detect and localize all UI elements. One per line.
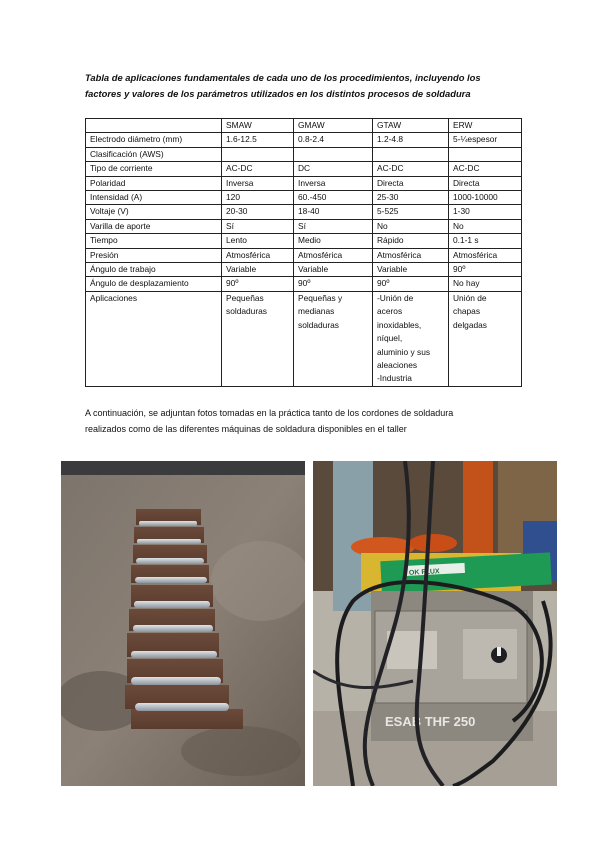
- paragraph-line-2: realizados como de las diferentes máquinas de soldadura disponibles en el taller: [85, 424, 407, 434]
- table-row: [86, 205, 522, 219]
- header-cell: [86, 119, 222, 133]
- table-row: [86, 191, 522, 205]
- table-cell: Lento: [222, 234, 294, 248]
- table-cell: AC-DC: [373, 162, 449, 176]
- table-cell: Sí: [222, 219, 294, 233]
- table-row: [86, 291, 522, 386]
- table-header-row: [86, 119, 522, 133]
- table-cell: No: [449, 219, 522, 233]
- table-cell: AC-DC: [449, 162, 522, 176]
- table-cell: Atmosférica: [222, 248, 294, 262]
- table-cell: DC: [294, 162, 373, 176]
- row-label-cell: Voltaje (V): [86, 205, 222, 219]
- table-row: [86, 147, 522, 161]
- table-cell: 20-30: [222, 205, 294, 219]
- table-cell: [449, 147, 522, 161]
- caption-line-2: factores y valores de los parámetros utilizados en los distintos procesos de soldadura: [85, 88, 471, 99]
- table-cell: 5-525: [373, 205, 449, 219]
- table-cell: 90º: [373, 277, 449, 291]
- row-label-cell: Polaridad: [86, 176, 222, 190]
- table-cell: No hay: [449, 277, 522, 291]
- row-label-cell: Varilla de aporte: [86, 219, 222, 233]
- table-row: [86, 176, 522, 190]
- table-cell: 1000-10000: [449, 191, 522, 205]
- row-label-cell: Aplicaciones: [86, 291, 222, 386]
- table-row: [86, 277, 522, 291]
- row-label-cell: Tipo de corriente: [86, 162, 222, 176]
- weld-beads-photo: [61, 461, 305, 786]
- table-row: [86, 133, 522, 147]
- table-cell: [294, 147, 373, 161]
- table-cell: 0.1-1 s: [449, 234, 522, 248]
- table-cell: 90º: [449, 263, 522, 277]
- table-cell: 1-30: [449, 205, 522, 219]
- row-label-cell: Clasificación (AWS): [86, 147, 222, 161]
- table-cell: Medio: [294, 234, 373, 248]
- table-cell: AC-DC: [222, 162, 294, 176]
- table-cell: Pequeñas soldaduras: [222, 291, 294, 386]
- caption-line-1: Tabla de aplicaciones fundamentales de cada uno de los procedimientos, incluyendo los: [85, 72, 481, 83]
- table-cell: 5-¼espesor: [449, 133, 522, 147]
- table-cell: Variable: [294, 263, 373, 277]
- table-cell: Directa: [449, 176, 522, 190]
- table-cell: Inversa: [294, 176, 373, 190]
- table-row: [86, 234, 522, 248]
- table-cell: -Unión de aceros inoxidables, níquel, aluminio y sus aleaciones -Industria: [373, 291, 449, 386]
- table-cell: Pequeñas y medianas soldaduras: [294, 291, 373, 386]
- table-row: [86, 263, 522, 277]
- table-cell: 18-40: [294, 205, 373, 219]
- table-row: [86, 162, 522, 176]
- table-cell: 1.6-12.5: [222, 133, 294, 147]
- photos-intro-paragraph: [85, 405, 525, 437]
- machine-brand-label: ESAB THF 250: [385, 714, 476, 729]
- table-caption: [85, 70, 515, 102]
- table-cell: Sí: [294, 219, 373, 233]
- table-cell: Atmosférica: [449, 248, 522, 262]
- welding-machine-photo: [313, 461, 557, 786]
- table-cell: 60.-450: [294, 191, 373, 205]
- table-cell: Atmosférica: [294, 248, 373, 262]
- table-cell: Inversa: [222, 176, 294, 190]
- header-cell: GMAW: [294, 119, 373, 133]
- table-cell: 1.2-4.8: [373, 133, 449, 147]
- header-cell: SMAW: [222, 119, 294, 133]
- table-cell: 25-30: [373, 191, 449, 205]
- table-cell: [373, 147, 449, 161]
- table-row: [86, 248, 522, 262]
- table-cell: Variable: [222, 263, 294, 277]
- table-cell: [222, 147, 294, 161]
- row-label-cell: Ángulo de desplazamiento: [86, 277, 222, 291]
- header-cell: GTAW: [373, 119, 449, 133]
- row-label-cell: Presión: [86, 248, 222, 262]
- table-cell: Rápido: [373, 234, 449, 248]
- paragraph-line-1: A continuación, se adjuntan fotos tomadas en la práctica tanto de los cordones de soldadura: [85, 408, 454, 418]
- table-cell: 0.8-2.4: [294, 133, 373, 147]
- table-cell: 90º: [222, 277, 294, 291]
- row-label-cell: Intensidad (A): [86, 191, 222, 205]
- table-cell: Directa: [373, 176, 449, 190]
- table-cell: 90º: [294, 277, 373, 291]
- table-cell: No: [373, 219, 449, 233]
- table-cell: 120: [222, 191, 294, 205]
- row-label-cell: Tiempo: [86, 234, 222, 248]
- table-cell: Unión de chapas delgadas: [449, 291, 522, 386]
- welding-parameters-table: [85, 118, 522, 387]
- table-cell: Variable: [373, 263, 449, 277]
- header-cell: ERW: [449, 119, 522, 133]
- table-cell: Atmosférica: [373, 248, 449, 262]
- row-label-cell: Electrodo diámetro (mm): [86, 133, 222, 147]
- flux-box-label: OK FLUX: [408, 568, 440, 577]
- table-row: [86, 219, 522, 233]
- row-label-cell: Ángulo de trabajo: [86, 263, 222, 277]
